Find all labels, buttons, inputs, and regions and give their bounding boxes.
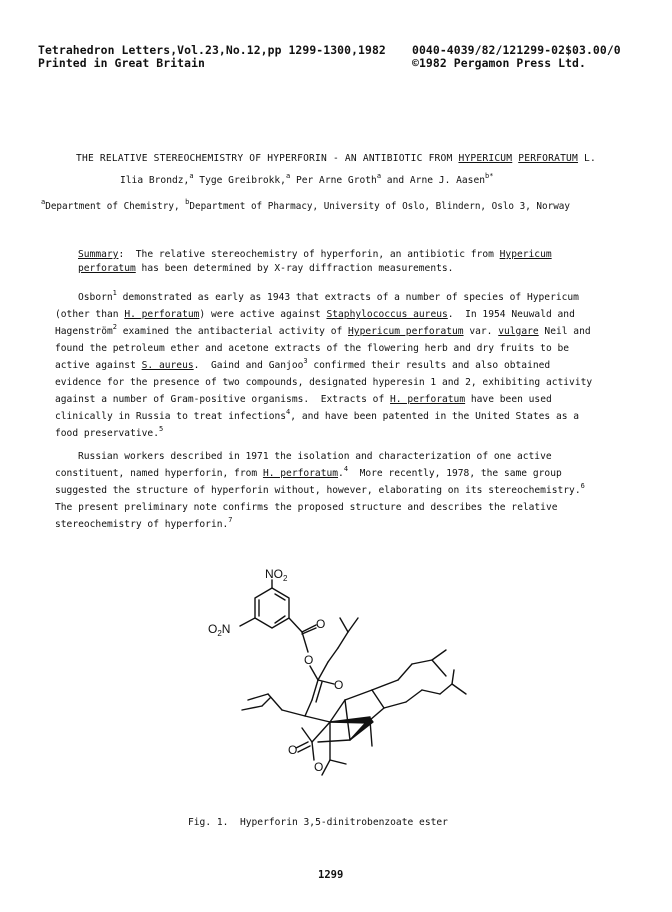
p1-line: food preservative.$^5$ xyxy=(55,425,164,439)
author-list: Ilia Brondz,$^a$ Tyge Greibrokk,$^a$ Per Arne Groth$^a$ and Arne J. Aasen$^{b*}$ xyxy=(120,172,494,186)
p1-line: active against S. aureus. Gaind and Ganjoo$^3$ confirmed their results and also obtained xyxy=(55,357,551,371)
p2-line: constituent, named hyperforin, from H. perforatum.$^4$ More recently, 1978, the same group xyxy=(55,465,562,479)
benzene-ring xyxy=(255,588,289,628)
figure-caption: Fig. 1. Hyperforin 3,5-dinitrobenzoate ester xyxy=(188,817,448,828)
nitro-label-top: $NO_2$ xyxy=(265,567,288,583)
summary-line-1: Summary: The relative stereochemistry of hyperforin, an antibiotic from Hypericum xyxy=(78,249,552,260)
p1-line: Hagenström$^2$ examined the antibacterial activity of Hypericum perforatum var. vulgare Neil and xyxy=(55,323,591,337)
p1-line: (other than H. perforatum) were active against Staphylococcus aureus. In 1954 Neuwald and xyxy=(55,309,575,320)
journal-citation: Tetrahedron Letters,Vol.23,No.12,pp 1299-1300,1982 xyxy=(38,43,386,57)
paper-title: THE RELATIVE STEREOCHEMISTRY OF HYPERFORIN - AN ANTIBIOTIC FROM HYPERICUM PERFORATUM L. xyxy=(76,153,596,164)
issn-code: 0040-4039/82/121299-02$03.00/0 xyxy=(412,43,621,57)
p1-line: found the petroleum ether and acetone extracts of the flowering herb and dry fruits to be xyxy=(55,343,570,354)
p2-line: Russian workers described in 1971 the isolation and characterization of one active xyxy=(78,451,552,462)
p1-line: evidence for the presence of two compounds, designated hyperesin 1 and 2, exhibiting activity xyxy=(55,377,593,388)
printed-in: Printed in Great Britain xyxy=(38,56,205,70)
p1-line: clinically in Russia to treat infections$^4$, and have been patented in the United States as a xyxy=(55,408,580,422)
p2-line: The present preliminary note confirms the proposed structure and describes the relative xyxy=(55,502,558,513)
oxygen-label: O xyxy=(314,760,324,774)
p2-line: suggested the structure of hyperforin without, however, elaborating on its stereochemistry.$^6$ xyxy=(55,482,585,496)
copyright-notice: ©1982 Pergamon Press Ltd. xyxy=(412,56,586,70)
oxygen-label: O xyxy=(316,617,326,631)
p1-line: against a number of Gram-positive organisms. Extracts of H. perforatum have been used xyxy=(55,394,552,405)
summary-line-2: perforatum has been determined by X-ray diffraction measurements. xyxy=(78,263,454,274)
oxygen-label: O xyxy=(288,743,298,757)
oxygen-label: O xyxy=(334,678,344,692)
oxygen-label: O xyxy=(304,653,314,667)
p2-line: stereochemistry of hyperforin.$^7$ xyxy=(55,516,233,530)
page-number: 1299 xyxy=(318,869,344,881)
nitro-label-left: $O_2N$ xyxy=(208,622,231,638)
affiliations: $^a$Department of Chemistry, $^b$Department of Pharmacy, University of Oslo, Blindern, Oslo 3, Norway xyxy=(41,198,570,212)
p1-line: Osborn$^1$ demonstrated as early as 1943 that extracts of a number of species of Hypericum xyxy=(78,289,579,303)
